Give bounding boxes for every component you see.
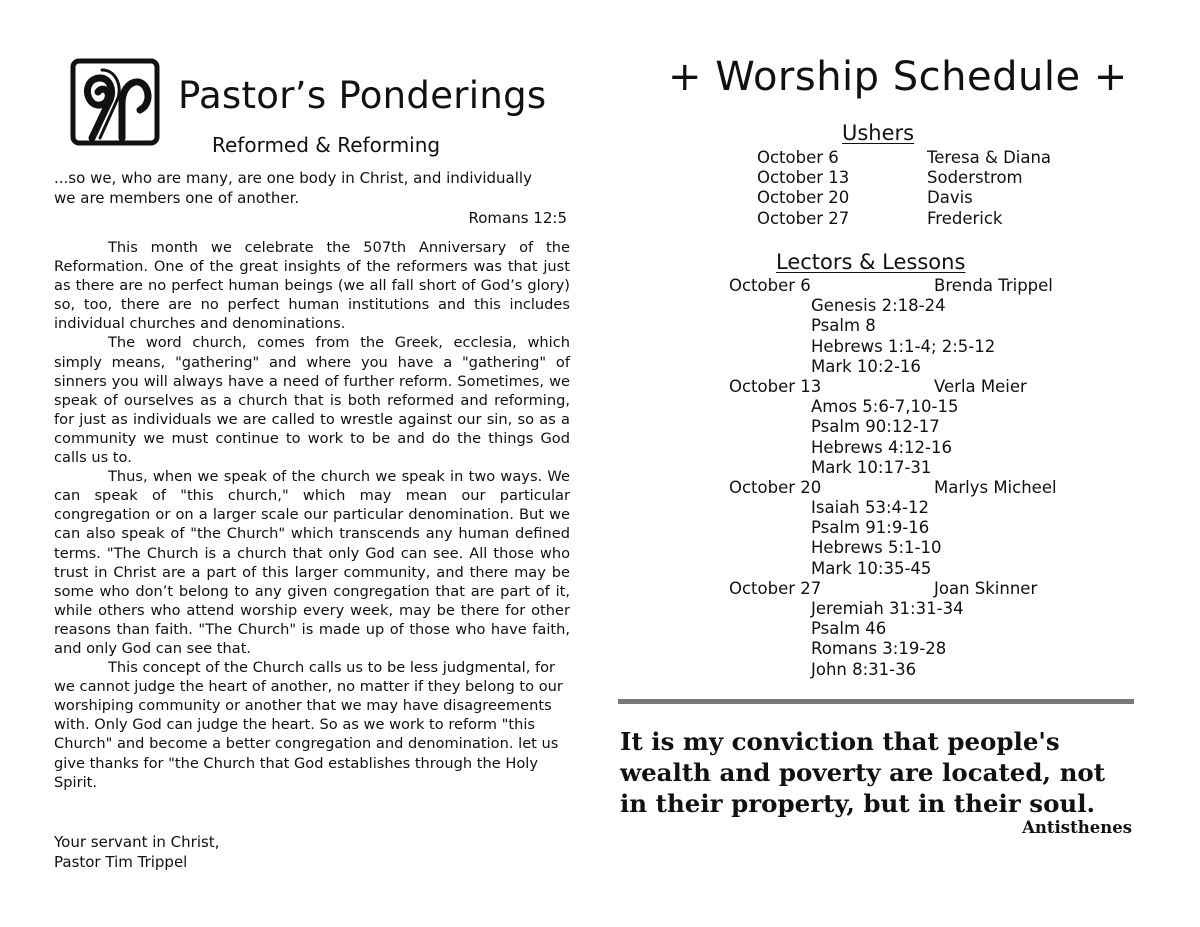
pastors-ponderings-title: Pastor’s Ponderings [178, 74, 547, 117]
lector-date-row [729, 377, 1069, 397]
usher-row [757, 188, 1077, 208]
lector-reader: Brenda Trippel [934, 276, 1053, 295]
verse-line: ...so we, who are many, are one body in Christ, and individually [54, 169, 532, 187]
lesson-item: Isaiah 53:4-12 [811, 498, 929, 518]
quote-attribution: Antisthenes [1022, 818, 1132, 837]
lector-date: October 27 [729, 578, 822, 598]
usher-date: October 27 [757, 208, 850, 228]
lectors-list [729, 276, 1069, 680]
lesson-item: Psalm 91:9-16 [811, 518, 930, 538]
usher-row [757, 209, 1077, 229]
lesson-item: Hebrews 5:1-10 [811, 538, 942, 558]
quote-line: in their property, but in their soul. [620, 789, 1096, 818]
usher-row [757, 148, 1077, 168]
lesson-item: Hebrews 4:12-16 [811, 437, 952, 457]
usher-name: Frederick [927, 208, 1003, 228]
lector-date: October 13 [729, 376, 822, 396]
lesson-item: Mark 10:2-16 [811, 356, 921, 376]
lesson-item: Amos 5:6-7,10-15 [811, 397, 959, 417]
lector-reader: Joan Skinner [934, 578, 1038, 598]
verse-line: we are members one of another. [54, 189, 300, 207]
quote-block [620, 726, 1140, 819]
shepherd-crook-logo-icon [70, 58, 160, 146]
usher-row [757, 168, 1077, 188]
lesson-item: Hebrews 1:1-4; 2:5-12 [811, 336, 996, 356]
lesson-item: Genesis 2:18-24 [811, 296, 946, 316]
lector-reader: Marlys Micheel [934, 477, 1057, 497]
closing-signature [54, 832, 219, 872]
usher-name: Davis [927, 188, 973, 208]
article-paragraph: This concept of the Church calls us to be less judgmental, for we cannot judge the heart of another, no matter if they belong to our worshiping community or another that we may have disagreements with. Only God can judge the heart. So as we work to reform "this Church" and become a better congregation and denomination. let us give thanks for "the Church that God establishes through the Holy Spirit. [54, 659, 563, 791]
article-body [54, 238, 570, 792]
lesson-item: Psalm 8 [811, 316, 876, 336]
scripture-verse [54, 168, 566, 208]
usher-date: October 6 [757, 148, 839, 167]
lesson-item: Psalm 46 [811, 619, 887, 639]
ushers-list [757, 148, 1077, 229]
signature-line: Pastor Tim Trippel [54, 853, 188, 871]
lector-date: October 6 [729, 276, 811, 295]
section-divider [618, 699, 1134, 704]
lesson-item: Psalm 90:12-17 [811, 417, 940, 437]
closing-line: Your servant in Christ, [54, 833, 220, 851]
usher-date: October 20 [757, 188, 850, 208]
lector-date-row [729, 579, 1069, 599]
usher-date: October 13 [757, 168, 850, 188]
quote-line: It is my conviction that people's [620, 727, 1060, 756]
worship-schedule-title: + Worship Schedule + [668, 54, 1128, 100]
lesson-item: Romans 3:19-28 [811, 639, 947, 659]
article-paragraph: This month we celebrate the 507th Anniversary of the Reformation. One of the great insights of the reformers was that just as there are no perfect human beings (we all fall short of God’s glory) so, too, there are no perfect human institutions and this includes individual churches and denominations. [54, 239, 570, 333]
lesson-item: Mark 10:35-45 [811, 558, 932, 578]
usher-name: Soderstrom [927, 168, 1023, 188]
lector-date: October 20 [729, 477, 822, 497]
lesson-item: John 8:31-36 [811, 659, 917, 679]
article-paragraph: The word church, comes from the Greek, ecclesia, which simply means, "gathering" and where you have a "gathering" of sinners you will always have a need of further reform. Sometimes, we speak of ourselves as a church that is both reformed and reforming, for just as individuals we are called to wrestle against our sin, so as a community we must continue to work to be and do the things God calls us to. [54, 334, 570, 467]
article-paragraph: Thus, when we speak of the church we speak in two ways. We can speak of "this church," which may mean our particular congregation or on a larger scale our particular denomination. But we can also speak of "the Church" which transcends any human defined terms. "The Church is a church that only God can see. All those who trust in Christ are a part of this larger community, and there may be some who don’t belong to any given congregation that are part of it, while others who attend worship every week, may be there for other reasons than faith. "The Church" is made up of those who have faith, and only God can see that. [54, 468, 570, 657]
lectors-heading: Lectors & Lessons [776, 250, 966, 274]
lesson-item: Jeremiah 31:31-34 [811, 599, 964, 618]
usher-name: Teresa & Diana [927, 148, 1052, 167]
lector-date-row [729, 276, 1069, 296]
pastors-ponderings-subtitle: Reformed & Reforming [212, 133, 441, 157]
lector-date-row [729, 478, 1069, 498]
ushers-heading: Ushers [842, 121, 915, 145]
lector-reader: Verla Meier [934, 376, 1027, 396]
lesson-item: Mark 10:17-31 [811, 457, 932, 477]
verse-reference: Romans 12:5 [468, 209, 567, 227]
quote-line: wealth and poverty are located, not [620, 758, 1106, 787]
